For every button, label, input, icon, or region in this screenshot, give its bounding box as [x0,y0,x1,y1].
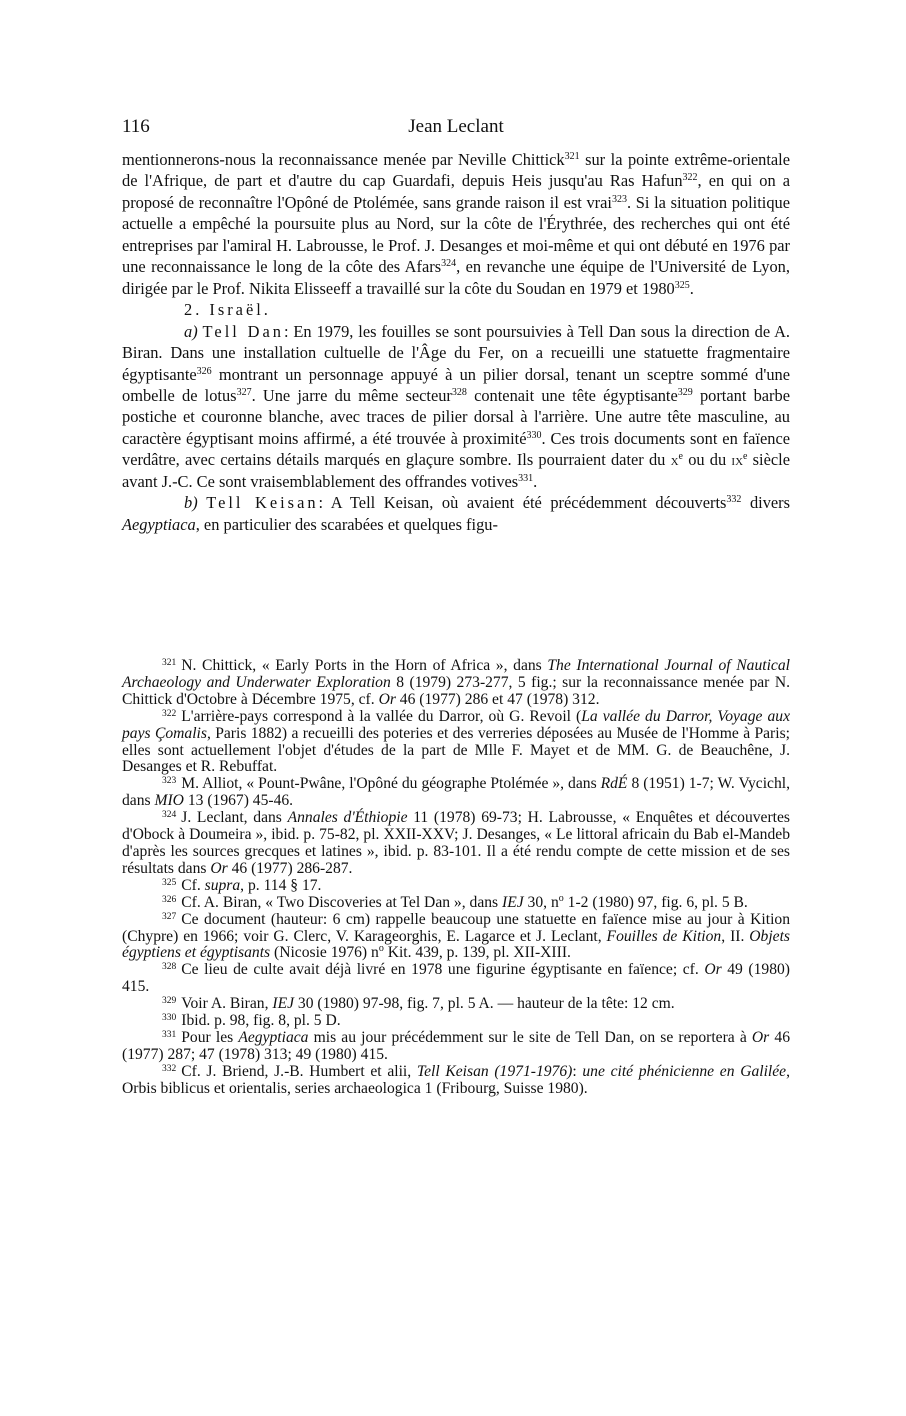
footnotes [122,658,790,1098]
footnote-ref: 326 [196,365,212,377]
footnote-ref: 329 [677,386,693,398]
footnote: $^{327}$ Ce document (hauteur: 6 cm) rappelle beaucoup une statuette en faïence mise au jour à Kition (Chypre) en 1966; voir G. Clerc, V. Karageorghis, E. Lagarce et J. Leclant, Fouilles de Kition, II. Objets égyptiens et égyptisants (Nicosie 1976) $n^o$ Kit. 439, p. 139, pl. XII-XIII. [122,910,790,962]
site-name: Tell Dan [202,321,284,341]
footnote-ref: 327 [236,386,252,398]
body-text [122,149,790,535]
page-header [122,112,790,142]
footnote: $^{332}$ Cf. J. Briend, J.-B. Humbert et alii, Tell Keisan (1971-1976): une cité phénicienne en Galilée, Orbis biblicus et orientalis, series archaeologica 1 (Fribourg, Suisse 1980). [122,1062,790,1097]
footnote-ref: 324 [441,258,457,270]
footnote: $^{324}$ J. Leclant, dans Annales d'Éthiopie 11 (1978) 69-73; H. Labrousse, « Enquêtes et découvertes d'Obock à Doumeira », ibid. p. 75-82, pl. XXII-XXV; J. Desanges, « Le littoral africain du Bab el-Mandeb d'après les sources grecques et latines », ibid. p. 83-101. Il a été rendu compte de cette mission et de ses résultats dans Or 46 (1977) 286-287. [122,809,790,877]
paragraph-1: mentionnerons-nous la reconnaissance menée par Neville Chittick$^{321}$ sur la pointe extrême-orientale de l'Afrique, de part et d'autre du cap Guardafi, depuis Heis jusqu'au Ras Hafun$^{322}$, en qui on a proposé de reconnaître l'Opôné de Ptolémée, sans grande raison il est vrai$^{323}$. Si la situation politique actuelle a empêché la poursuite plus au Nord, sur la côte de l'Érythrée, des recherches qui ont été entreprises par l'amiral H. Labrousse, le Prof. J. Desanges et moi-même et qui ont débuté en 1976 par une reconnaissance le long de la côte des Afars$^{324}$, en revanche une équipe de l'Université de Lyon, dirigée par le Prof. Nikita Elisseeff a travaillé sur la côte du Soudan en 1979 et 1980$^{325}$. [122,150,790,298]
footnote: $^{329}$ Voir A. Biran, IEJ 30 (1980) 97-98, fig. 7, pl. 5 A. — hauteur de la tête: 12 cm. [162,995,675,1013]
footnote: $^{330}$ Ibid. p. 98, fig. 8, pl. 5 D. [162,1012,341,1030]
footnote-ref: 332 [726,494,742,506]
footnote: $^{331}$ Pour les Aegyptiaca mis au jour précédemment sur le site de Tell Dan, on se reportera à Or 46 (1977) 287; 47 (1978) 313; 49 (1980) 415. [122,1028,791,1063]
running-title: Jean Leclant [408,116,504,137]
item-label: b) [184,493,198,513]
page-number: 116 [122,116,150,137]
footnote-ref: 321 [564,151,580,162]
footnote: $^{325}$ Cf. supra, p. 114 § 17. [162,876,322,894]
item-label: a) [184,321,198,341]
footnote-ref: 330 [526,429,542,441]
footnote: $^{328}$ Ce lieu de culte avait déjà livré en 1978 une figurine égyptisante en faïence; cf. Or 49 (1980) 415. [122,961,790,996]
footnote: $^{321}$ N. Chittick, « Early Ports in the Horn of Africa », dans The International Journal of Nautical Archaeology and Underwater Exploration 8 (1979) 273-277, 5 fig.; sur la reconnaissance menée par N. Chittick d'Octobre à Décembre 1975, cf. Or 46 (1977) 286 et 47 (1978) 312. [122,657,790,708]
footnote-ref: 323 [611,193,627,205]
footnote: $^{322}$ L'arrière-pays correspond à la vallée du Darror, où G. Revoil (La vallée du Darror, Voyage aux pays Çomalis, Paris 1882) a recueilli des poteries et des verreries déposées au Musée de l'Homme à Paris; elles sont actuellement l'objet d'études de la part de Mlle F. Mayet et de MM. G. de Beauchêne, J. Desanges et R. Rebuffat. [122,707,790,776]
site-name: Tell Keisan [206,493,319,513]
footnote-ref: 322 [682,172,698,184]
paragraph-tell-keisan: b) Tell Keisan: A Tell Keisan, où avaient été précédemment découverts$^{332}$ divers Aegyptiaca, en particulier des scarabées et quelques figu- [122,493,790,534]
footnote-ref: 328 [451,386,467,398]
paragraph-tell-dan: a) Tell Dan: En 1979, les fouilles se sont poursuivies à Tell Dan sous la direction de A. Biran. Dans une installation cultuelle de l'Âge du Fer, on a recueilli une statuette fragmentaire égyptisante$^{326}$ montrant un personnage appuyé à un pilier dorsal, tenant un sceptre sommé d'une ombelle de lotus$^{327}$. Une jarre du même secteur$^{328}$ contenait une tête égyptisante$^{329}$ portant barbe postiche et couronne blanche, avec traces de pilier dorsal à l'arrière. Une autre tête masculine, au caractère égyptisant moins affirmé, a été trouvée à proximité$^{330}$. Ces trois documents sont en faïence verdâtre, avec certains détails marqués en glaçure sombre. Ils pourraient dater du $x^e$ ou du $ix^e$ siècle avant J.-C. Ce sont vraisemblablement des offrandes votives$^{331}$. [122,321,790,491]
footnote: $^{323}$ M. Alliot, « Pount-Pwâne, l'Opôné du géographe Ptolémée », dans RdÉ 8 (1951) 1-7; W. Vycichl, dans MIO 13 (1967) 45-46. [122,775,790,810]
footnote-ref: 325 [674,279,690,291]
section-heading: 2. Israël. [184,300,271,320]
footnote-ref: 331 [518,472,534,484]
footnote: $^{326}$ Cf. A. Biran, « Two Discoveries at Tel Dan », dans IEJ 30, $n^o$ 1-2 (1980) 97, fig. 6, pl. 5 B. [162,892,748,911]
